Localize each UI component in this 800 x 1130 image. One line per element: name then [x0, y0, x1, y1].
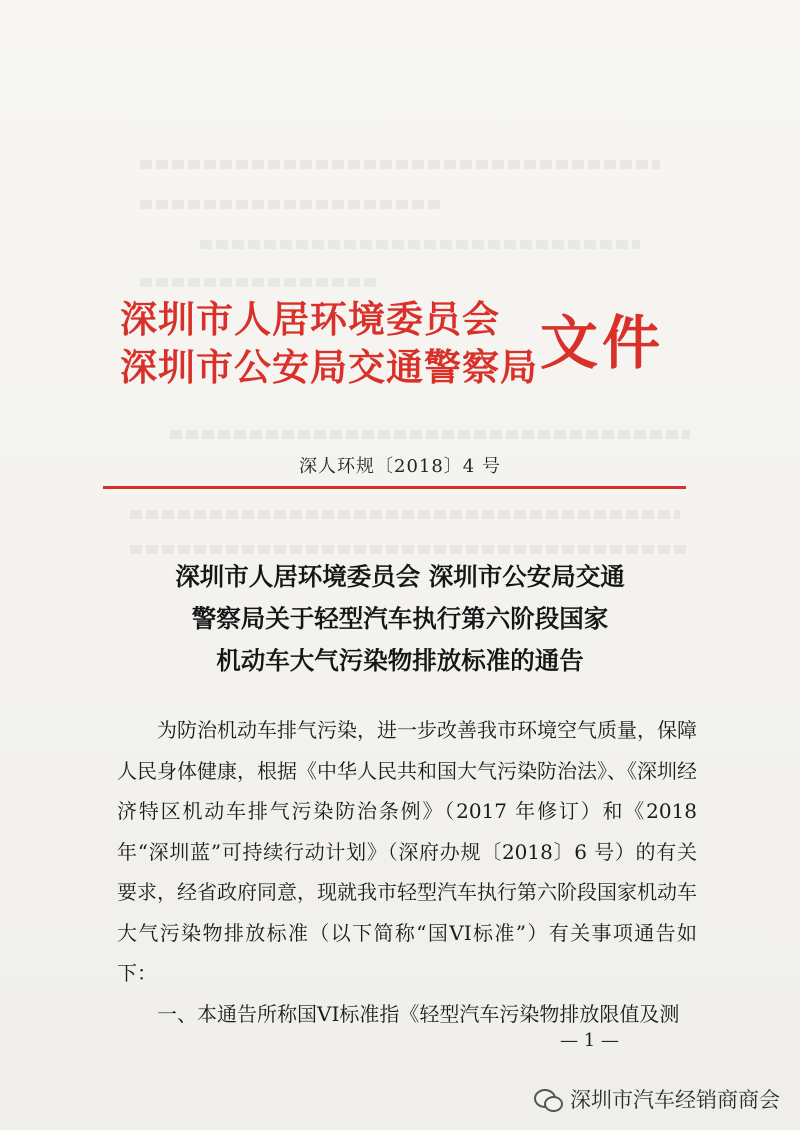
title-line-1: 深圳市人居环境委员会 深圳市公安局交通	[175, 562, 625, 591]
show-through-line	[140, 278, 380, 287]
body-paragraph-2: 一、本通告所称国VI标准指《轻型汽车污染物排放限值及测	[157, 1001, 680, 1026]
show-through-line	[130, 545, 690, 554]
show-through-line	[200, 240, 640, 249]
document-number: 深人环规〔2018〕4 号	[299, 456, 501, 477]
show-through-line	[140, 160, 660, 169]
show-through-line	[140, 200, 440, 209]
show-through-line	[170, 430, 690, 439]
document-title	[0, 556, 800, 682]
wechat-icon	[534, 1087, 562, 1111]
show-through-line	[130, 510, 680, 519]
document-body	[117, 710, 697, 1034]
red-divider-line	[103, 486, 686, 489]
page-number: — 1 —	[560, 1030, 619, 1051]
org-line-1: 深圳市人居环境委员会	[120, 298, 500, 341]
watermark-text: 深圳市汽车经销商商会	[570, 1088, 780, 1112]
title-line-2: 警察局关于轻型汽车执行第六阶段国家	[191, 604, 609, 633]
title-line-3: 机动车大气污染物排放标准的通告	[216, 646, 584, 675]
watermark	[534, 1084, 780, 1114]
issuing-organizations	[120, 296, 538, 392]
org-line-2: 深圳市公安局交通警察局	[120, 346, 538, 389]
document-type-label: 文件	[540, 309, 665, 377]
body-paragraph-1: 为防治机动车排气污染，进一步改善我市环境空气质量，保障人民身体健康，根据《中华人民共和国大气污染防治法》、《深圳经济特区机动车排气污染防治条例》（2017 年修订）和《2018 年“深圳蓝”可持续行动计划》（深府办规〔2018〕6 号）的有关要求，经省政府同意，现就我市轻型汽车执行第六阶段国家机动车大气污染物排放标准（以下简称“国VI标准”）有关事项通告如下：	[117, 718, 697, 985]
